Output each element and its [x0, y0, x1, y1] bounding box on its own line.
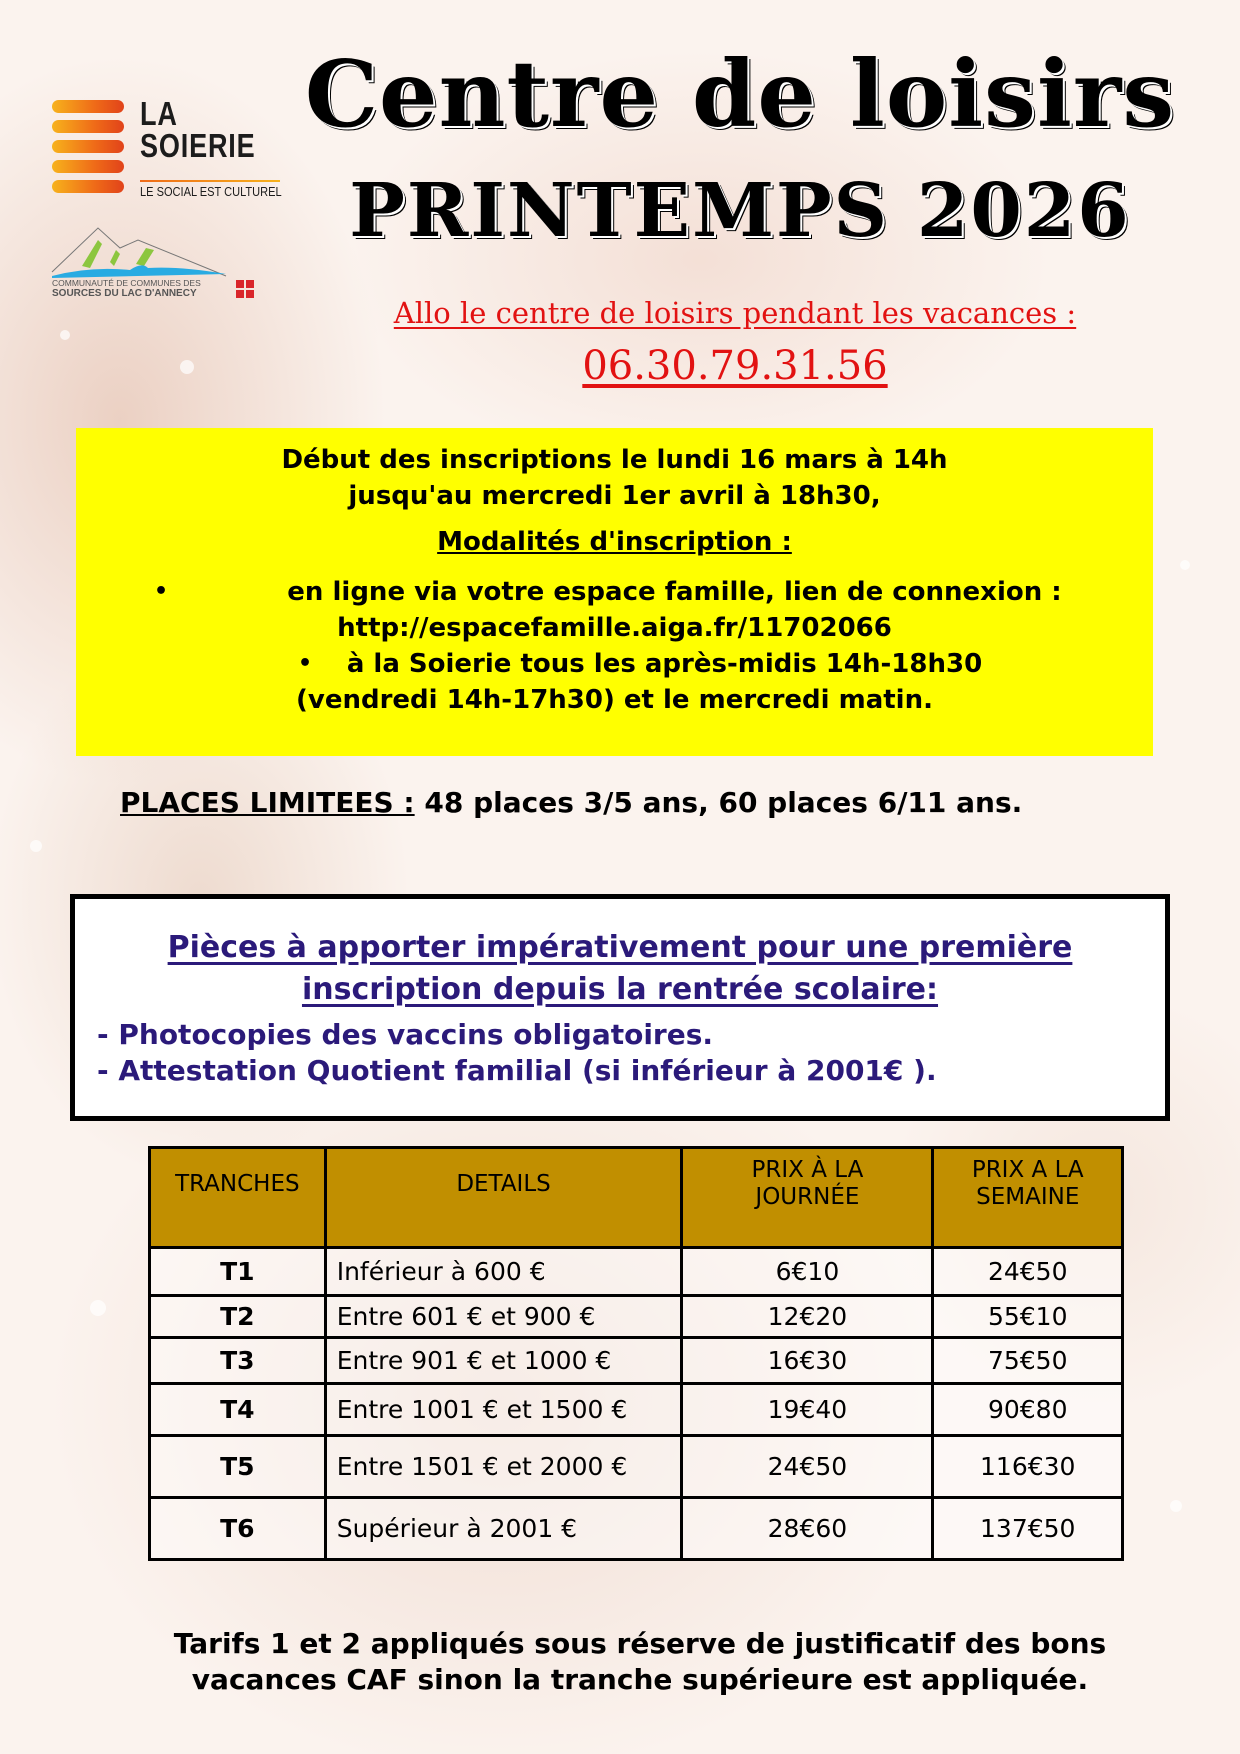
table-row: T2 Entre 601 € et 900 € 12€20 55€10 — [150, 1296, 1123, 1338]
header-prix-journee: PRIX À LA JOURNÉE — [682, 1148, 933, 1248]
table-row: T4 Entre 1001 € et 1500 € 19€40 90€80 — [150, 1384, 1123, 1436]
page-subtitle: PRINTEMPS 2026 — [349, 168, 1131, 254]
la-soierie-logo — [52, 95, 282, 200]
places-limitees — [120, 786, 1170, 819]
required-documents-box — [70, 894, 1170, 1121]
table-row: T1 Inférieur à 600 € 6€10 24€50 — [150, 1248, 1123, 1296]
logo-text-line2: SOURCES DU LAC D'ANNECY — [52, 288, 197, 299]
snowflake-decoration — [180, 360, 194, 374]
registration-end: jusqu'au mercredi 1er avril à 18h30, — [348, 481, 881, 511]
savoie-cross-icon — [236, 280, 254, 298]
communaute-communes-logo — [50, 222, 260, 304]
registration-start: Début des inscriptions le lundi 16 mars à 14h — [281, 445, 948, 475]
espace-famille-link[interactable]: http://espacefamille.aiga.fr/11702066 — [337, 613, 892, 643]
header-prix-semaine: PRIX A LA SEMAINE — [933, 1148, 1123, 1248]
bullet-online: • en ligne via votre espace famille, lien de connexion : http://espacefamille.aiga.fr/11702066 — [76, 574, 1153, 646]
documents-title: Pièces à apporter impérativement pour une première inscription depuis la rentrée scolaire: — [167, 930, 1073, 1007]
bullet-icon: • — [154, 579, 169, 604]
table-row: T5 Entre 1501 € et 2000 € 24€50 116€30 — [150, 1436, 1123, 1498]
modalities-title: Modalités d'inscription : — [437, 527, 792, 557]
page-title: Centre de loisirs — [304, 40, 1176, 148]
logo-text-line1: COMMUNAUTÉ DE COMMUNES DES — [52, 278, 201, 288]
document-item: - Attestation Quotient familial (si inférieur à 2001€ ). — [97, 1054, 937, 1087]
hotline-phone[interactable]: 06.30.79.31.56 — [582, 343, 888, 389]
bullet-onsite: • à la Soierie tous les après-midis 14h-18h30 (vendredi 14h-17h30) et le mercredi matin. — [76, 646, 1153, 718]
logo-divider — [140, 180, 280, 182]
registration-box — [76, 428, 1153, 756]
documents-list — [97, 1017, 1165, 1089]
logo-tagline: LE SOCIAL EST CULTUREL — [140, 184, 282, 199]
snowflake-decoration — [60, 330, 70, 340]
snowflake-decoration — [1170, 1500, 1182, 1512]
bullet-icon: • — [298, 651, 313, 676]
coil-icon — [52, 100, 124, 196]
logo-wordmark: LA SOIERIE — [140, 95, 256, 164]
snowflake-decoration — [90, 1300, 106, 1316]
table-row: T3 Entre 901 € et 1000 € 16€30 75€50 — [150, 1338, 1123, 1384]
snowflake-decoration — [30, 840, 42, 852]
header-details: DETAILS — [325, 1148, 682, 1248]
table-row: T6 Supérieur à 2001 € 28€60 137€50 — [150, 1498, 1123, 1560]
places-value: 48 places 3/5 ans, 60 places 6/11 ans. — [414, 786, 1023, 819]
caf-note: Tarifs 1 et 2 appliqués sous réserve de justificatif des bons vacances CAF sinon la tranche supérieure est appliquée. — [173, 1627, 1107, 1696]
mountain-lake-icon — [50, 222, 230, 278]
tarifs-table — [148, 1146, 1124, 1561]
hotline-label: Allo le centre de loisirs pendant les vacances : — [393, 296, 1077, 330]
document-item: - Photocopies des vaccins obligatoires. — [97, 1018, 714, 1051]
places-label: PLACES LIMITEES : — [120, 786, 415, 819]
table-header-row — [150, 1148, 1123, 1248]
snowflake-decoration — [1180, 560, 1190, 570]
header-tranches: TRANCHES — [150, 1148, 326, 1248]
